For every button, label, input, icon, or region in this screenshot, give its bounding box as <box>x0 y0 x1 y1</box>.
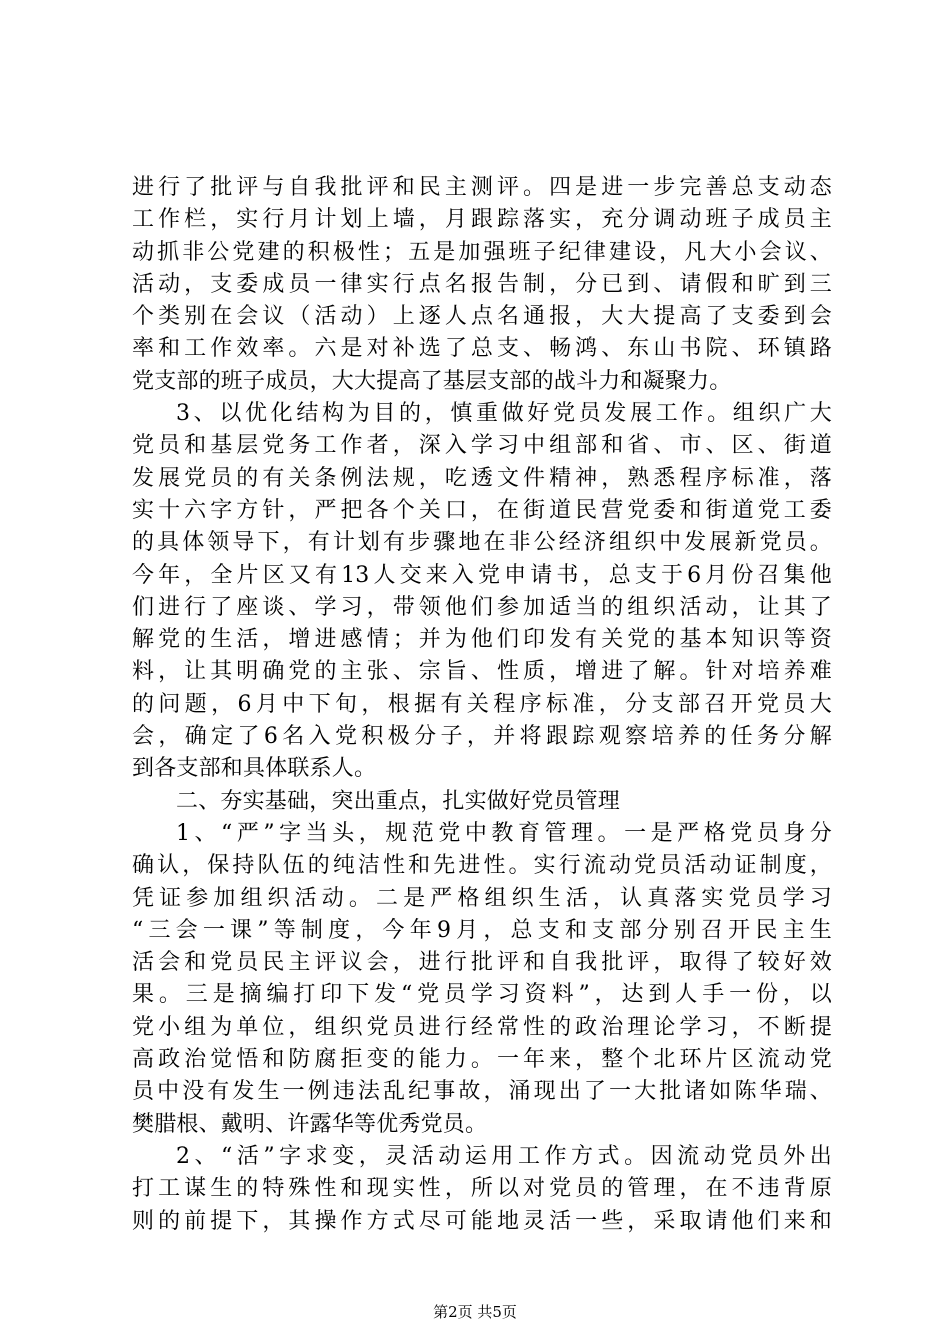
text-line: 二、夯实基础，突出重点，扎实做好党员管理 <box>176 788 621 814</box>
text-line: 则的前提下，其操作方式尽可能地灵活一些，采取请他们来和 <box>132 1208 832 1234</box>
text-line: 员中没有发生一例违法乱纪事故，涌现出了一大批诸如陈华瑞、 <box>132 1079 832 1105</box>
text-line: 3、以优化结构为目的，慎重做好党员发展工作。组织广大 <box>176 401 832 427</box>
page-footer: 第2页 共5页 <box>433 1303 517 1321</box>
text-line: 率和工作效率。六是对补选了总支、畅鸿、东山书院、环镇路 <box>132 336 832 362</box>
text-line: 个类别在会议（活动）上逐人点名通报，大大提高了支委到会 <box>132 304 832 330</box>
text-line: 打工谋生的特殊性和现实性，所以对党员的管理，在不违背原 <box>132 1176 832 1202</box>
text-line: “三会一课”等制度，今年9月，总支和支部分别召开民主生 <box>132 917 832 943</box>
document-body <box>132 172 832 1238</box>
text-line: 确认，保持队伍的纯洁性和先进性。实行流动党员活动证制度， <box>132 853 832 879</box>
text-line: 活动，支委成员一律实行点名报告制，分已到、请假和旷到三 <box>132 271 832 297</box>
text-line: 党支部的班子成员，大大提高了基层支部的战斗力和凝聚力。 <box>132 368 732 394</box>
text-line: 会，确定了6名入党积极分子，并将跟踪观察培养的任务分解 <box>132 724 832 750</box>
text-line: 果。三是摘编打印下发“党员学习资料”，达到人手一份，以 <box>132 982 832 1008</box>
text-line: 党小组为单位，组织党员进行经常性的政治理论学习，不断提 <box>132 1014 832 1040</box>
text-line: 高政治觉悟和防腐拒变的能力。一年来，整个北环片区流动党 <box>132 1047 832 1073</box>
text-line: 樊腊根、戴明、许露华等优秀党员。 <box>132 1111 488 1137</box>
text-line: 料，让其明确党的主张、宗旨、性质，增进了解。针对培养难 <box>132 659 832 685</box>
text-line: 活会和党员民主评议会，进行批评和自我批评，取得了较好效 <box>132 950 832 976</box>
text-line: 到各支部和具体联系人。 <box>132 756 377 782</box>
text-line: 们进行了座谈、学习，带领他们参加适当的组织活动，让其了 <box>132 594 832 620</box>
text-line: 2、“活”字求变，灵活动运用工作方式。因流动党员外出 <box>176 1143 832 1169</box>
text-line: 实十六字方针，严把各个关口，在街道民营党委和街道党工委 <box>132 497 832 523</box>
text-line: 解党的生活，增进感情；并为他们印发有关党的基本知识等资 <box>132 627 832 653</box>
text-line: 的问题，6月中下旬，根据有关程序标准，分支部召开党员大 <box>132 691 832 717</box>
text-line: 发展党员的有关条例法规，吃透文件精神，熟悉程序标准，落 <box>132 465 832 491</box>
text-line: 凭证参加组织活动。二是严格组织生活，认真落实党员学习 <box>132 885 832 911</box>
text-line: 进行了批评与自我批评和民主测评。四是进一步完善总支动态 <box>132 175 832 200</box>
text-line: 工作栏，实行月计划上墙，月跟踪落实，充分调动班子成员主 <box>132 207 832 233</box>
text-line: 今年，全片区又有13人交来入党申请书，总支于6月份召集他 <box>132 562 832 588</box>
text-line: 党员和基层党务工作者，深入学习中组部和省、市、区、街道 <box>132 433 832 459</box>
text-line: 1、“严”字当头，规范党中教育管理。一是严格党员身分 <box>176 820 832 846</box>
text-line: 动抓非公党建的积极性；五是加强班子纪律建设，凡大小会议、 <box>132 239 832 265</box>
text-line: 的具体领导下，有计划有步骤地在非公经济组织中发展新党员。 <box>132 530 832 556</box>
